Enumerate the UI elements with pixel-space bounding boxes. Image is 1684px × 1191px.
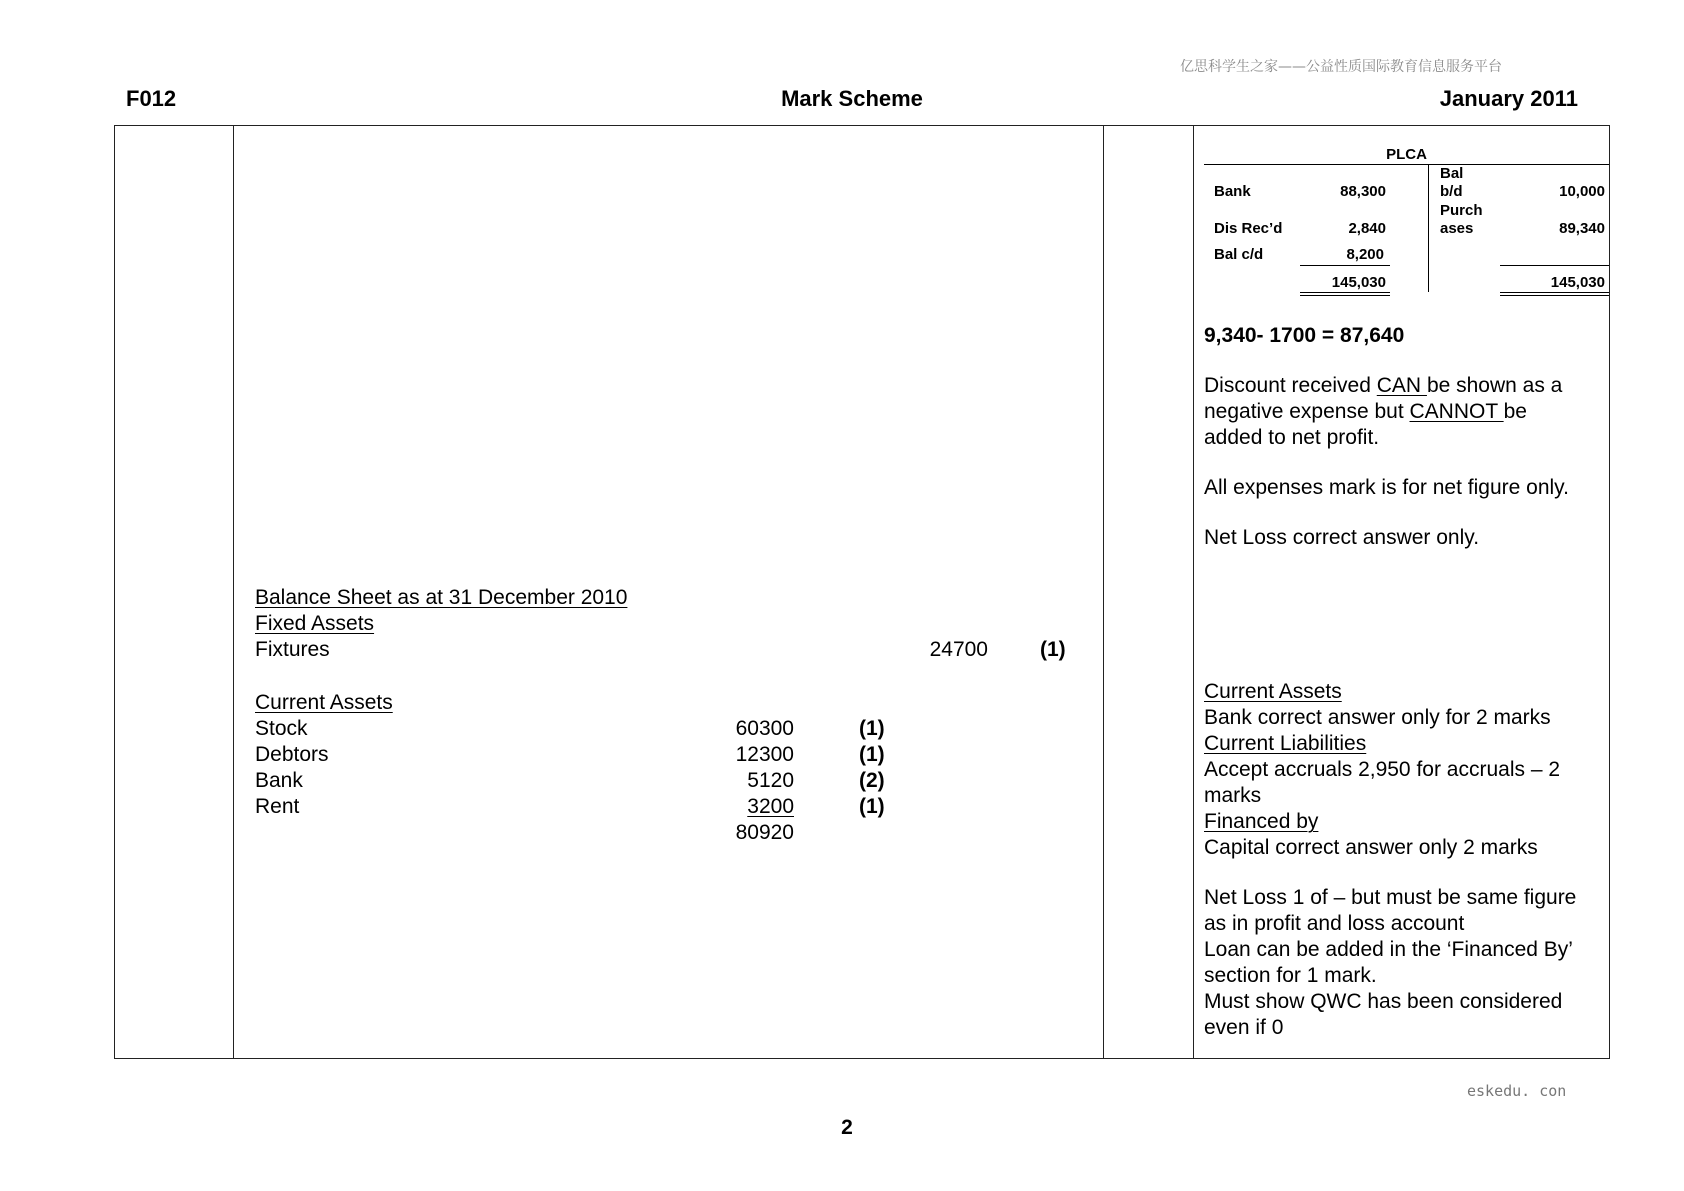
plca-debit-value: 2,840 <box>1348 220 1386 237</box>
discount-note-line: Discount received CAN be shown as a <box>1204 374 1563 397</box>
plca-credit-label: Bal <box>1440 165 1464 182</box>
plca-debit-total: 145,030 <box>1331 274 1386 291</box>
rent-label: Rent <box>255 795 300 818</box>
exam-date: January 2011 <box>1439 86 1578 111</box>
plca-center-rule <box>1428 164 1429 292</box>
plca-debit-value: 8,200 <box>1346 246 1384 263</box>
financed-by-note-heading: Financed by <box>1204 810 1319 833</box>
qwc-note: Must show QWC has been considered <box>1204 990 1563 1013</box>
plca-credit-label: b/d <box>1440 183 1463 200</box>
plca-debit-value: 88,300 <box>1340 183 1386 200</box>
bank-note: Bank correct answer only for 2 marks <box>1204 706 1551 729</box>
rent-mark: (1) <box>859 795 885 818</box>
watermark-text: 亿思科学生之家——公益性质国际教育信息服务平台 <box>1180 59 1502 75</box>
plca-debit-label: Bal c/d <box>1214 246 1264 263</box>
net-loss-figure-note: as in profit and loss account <box>1204 912 1465 935</box>
bank-label: Bank <box>255 769 303 792</box>
plca-credit-value: 10,000 <box>1559 183 1605 200</box>
plca-top-rule <box>1204 164 1609 165</box>
accruals-note: marks <box>1204 784 1262 807</box>
plca-double-rule <box>1500 292 1609 293</box>
discount-note-line: negative expense but CANNOT be <box>1204 400 1527 423</box>
calculation-note: 9,340- 1700 = 87,640 <box>1204 324 1405 347</box>
plca-double-rule <box>1300 292 1390 293</box>
plca-debit-label: Bank <box>1214 183 1251 200</box>
capital-note: Capital correct answer only 2 marks <box>1204 836 1538 859</box>
paper-code: F012 <box>126 86 177 111</box>
column-divider <box>1103 126 1104 1058</box>
plca-credit-total: 145,030 <box>1550 274 1605 291</box>
plca-credit-sum-rule <box>1500 265 1609 266</box>
discount-note-line: added to net profit. <box>1204 426 1380 449</box>
expenses-note: All expenses mark is for net figure only. <box>1204 476 1569 499</box>
guidance-notes-lower <box>1204 679 1604 1041</box>
plca-title: PLCA <box>1386 146 1427 163</box>
plca-credit-value: 89,340 <box>1559 220 1605 237</box>
stock-label: Stock <box>255 717 308 740</box>
qwc-note: even if 0 <box>1204 1016 1284 1039</box>
footer-watermark: eskedu. con <box>1467 1082 1567 1100</box>
fixtures-label: Fixtures <box>255 638 330 661</box>
fixtures-mark: (1) <box>1040 638 1066 661</box>
stock-value: 60300 <box>735 717 794 740</box>
page-number: 2 <box>841 1116 853 1139</box>
rent-value: 3200 <box>747 795 794 818</box>
page-title: Mark Scheme <box>781 86 923 111</box>
plca-credit-label: ases <box>1440 220 1474 237</box>
balance-sheet-title: Balance Sheet as at 31 December 2010 <box>255 586 628 609</box>
current-assets-heading: Current Assets <box>255 691 393 714</box>
debtors-mark: (1) <box>859 743 885 766</box>
stock-mark: (1) <box>859 717 885 740</box>
current-liabilities-note-heading: Current Liabilities <box>1204 732 1367 755</box>
debtors-value: 12300 <box>735 743 794 766</box>
accruals-note: Accept accruals 2,950 for accruals – 2 <box>1204 758 1561 781</box>
plca-double-rule <box>1300 295 1390 296</box>
fixtures-value: 24700 <box>929 638 988 661</box>
plca-ledger <box>1204 140 1609 300</box>
current-assets-note-heading: Current Assets <box>1204 680 1342 703</box>
column-divider <box>1193 126 1194 1058</box>
plca-double-rule <box>1500 295 1609 296</box>
plca-credit-label: Purch <box>1440 202 1483 219</box>
column-divider <box>233 126 234 1058</box>
loan-note: section for 1 mark. <box>1204 964 1377 987</box>
net-loss-figure-note: Net Loss 1 of – but must be same figure <box>1204 886 1577 909</box>
plca-debit-sum-rule <box>1300 265 1390 266</box>
loan-note: Loan can be added in the ‘Financed By’ <box>1204 938 1573 961</box>
bank-value: 5120 <box>747 769 794 792</box>
plca-debit-label: Dis Rec’d <box>1214 220 1283 237</box>
current-assets-total: 80920 <box>735 821 794 844</box>
fixed-assets-heading: Fixed Assets <box>255 612 375 635</box>
guidance-notes-upper <box>1204 323 1604 551</box>
debtors-label: Debtors <box>255 743 329 766</box>
bank-mark: (2) <box>859 769 885 792</box>
net-loss-note: Net Loss correct answer only. <box>1204 526 1480 549</box>
